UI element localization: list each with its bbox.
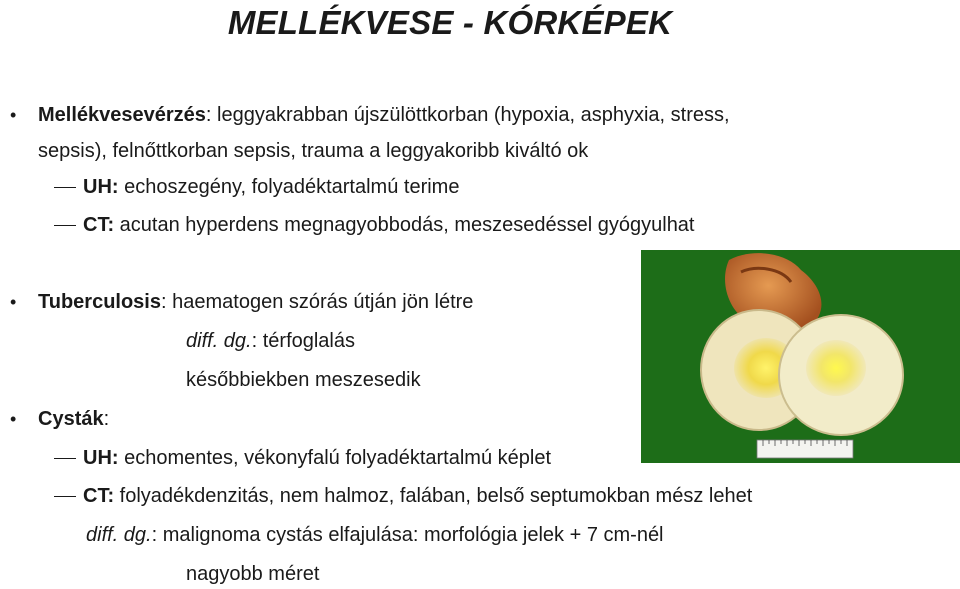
specimen-photo [641, 250, 960, 463]
diff-dg-label: diff. dg. [186, 330, 252, 352]
item-3-term: Cysták [38, 408, 104, 430]
item-1-sub-uh [83, 175, 459, 199]
item-2-text: : haematogen szórás útján jön létre [161, 291, 474, 313]
item-1-sub-ct [83, 213, 695, 237]
dash-1b [54, 225, 76, 226]
item-3-sub-ct [83, 484, 752, 508]
item-3-sub-uh [83, 446, 551, 470]
uh-label-2: UH: [83, 447, 119, 469]
item-2-term: Tuberculosis [38, 291, 161, 313]
ct-label: CT: [83, 214, 115, 236]
diff-dg-label-2: diff. dg. [86, 524, 152, 546]
bullet-2: • [10, 292, 17, 312]
item-2-diff [186, 329, 355, 353]
specimen-illustration [641, 250, 960, 463]
diff-dg-text-2: : malignoma cystás elfajulása: morfológia jelek + 7 cm-nél [151, 524, 664, 546]
item-3-line-1 [38, 407, 109, 431]
bullet-3: • [10, 409, 17, 429]
bullet-1: • [10, 105, 17, 125]
uh-label: UH: [83, 176, 119, 198]
uh-text-2: echomentes, vékonyfalú folyadéktartalmú képlet [118, 447, 552, 469]
item-1-text: : leggyakrabban újszülöttkorban (hypoxia, asphyxia, stress, [205, 104, 730, 126]
item-1-line-2: sepsis), felnőttkorban sepsis, trauma a leggyakoribb kiváltó ok [38, 140, 589, 162]
item-3-diff [86, 523, 664, 547]
item-2-later: későbbiekben meszesedik [186, 369, 421, 391]
uh-text: echoszegény, folyadéktartalmú terime [118, 176, 460, 198]
dash-3a [54, 458, 76, 459]
ct-text: acutan hyperdens megnagyobbodás, meszesedéssel gyógyulhat [114, 214, 695, 236]
item-1-line-1 [38, 103, 730, 127]
diff-dg-text: : térfoglalás [251, 330, 355, 352]
dash-3b [54, 496, 76, 497]
caseous-center-right [806, 340, 866, 396]
ct-label-2: CT: [83, 485, 115, 507]
slide-title: MELLÉKVESE - KÓRKÉPEK [227, 4, 673, 41]
item-3-text: : [103, 408, 110, 430]
item-3-diff-cont: nagyobb méret [186, 563, 320, 585]
item-2-line-1 [38, 290, 473, 314]
ct-text-2: folyadékdenzitás, nem halmoz, falában, belső septumokban mész lehet [114, 485, 753, 507]
dash-1a [54, 187, 76, 188]
item-1-term: Mellékvesevérzés [38, 104, 206, 126]
